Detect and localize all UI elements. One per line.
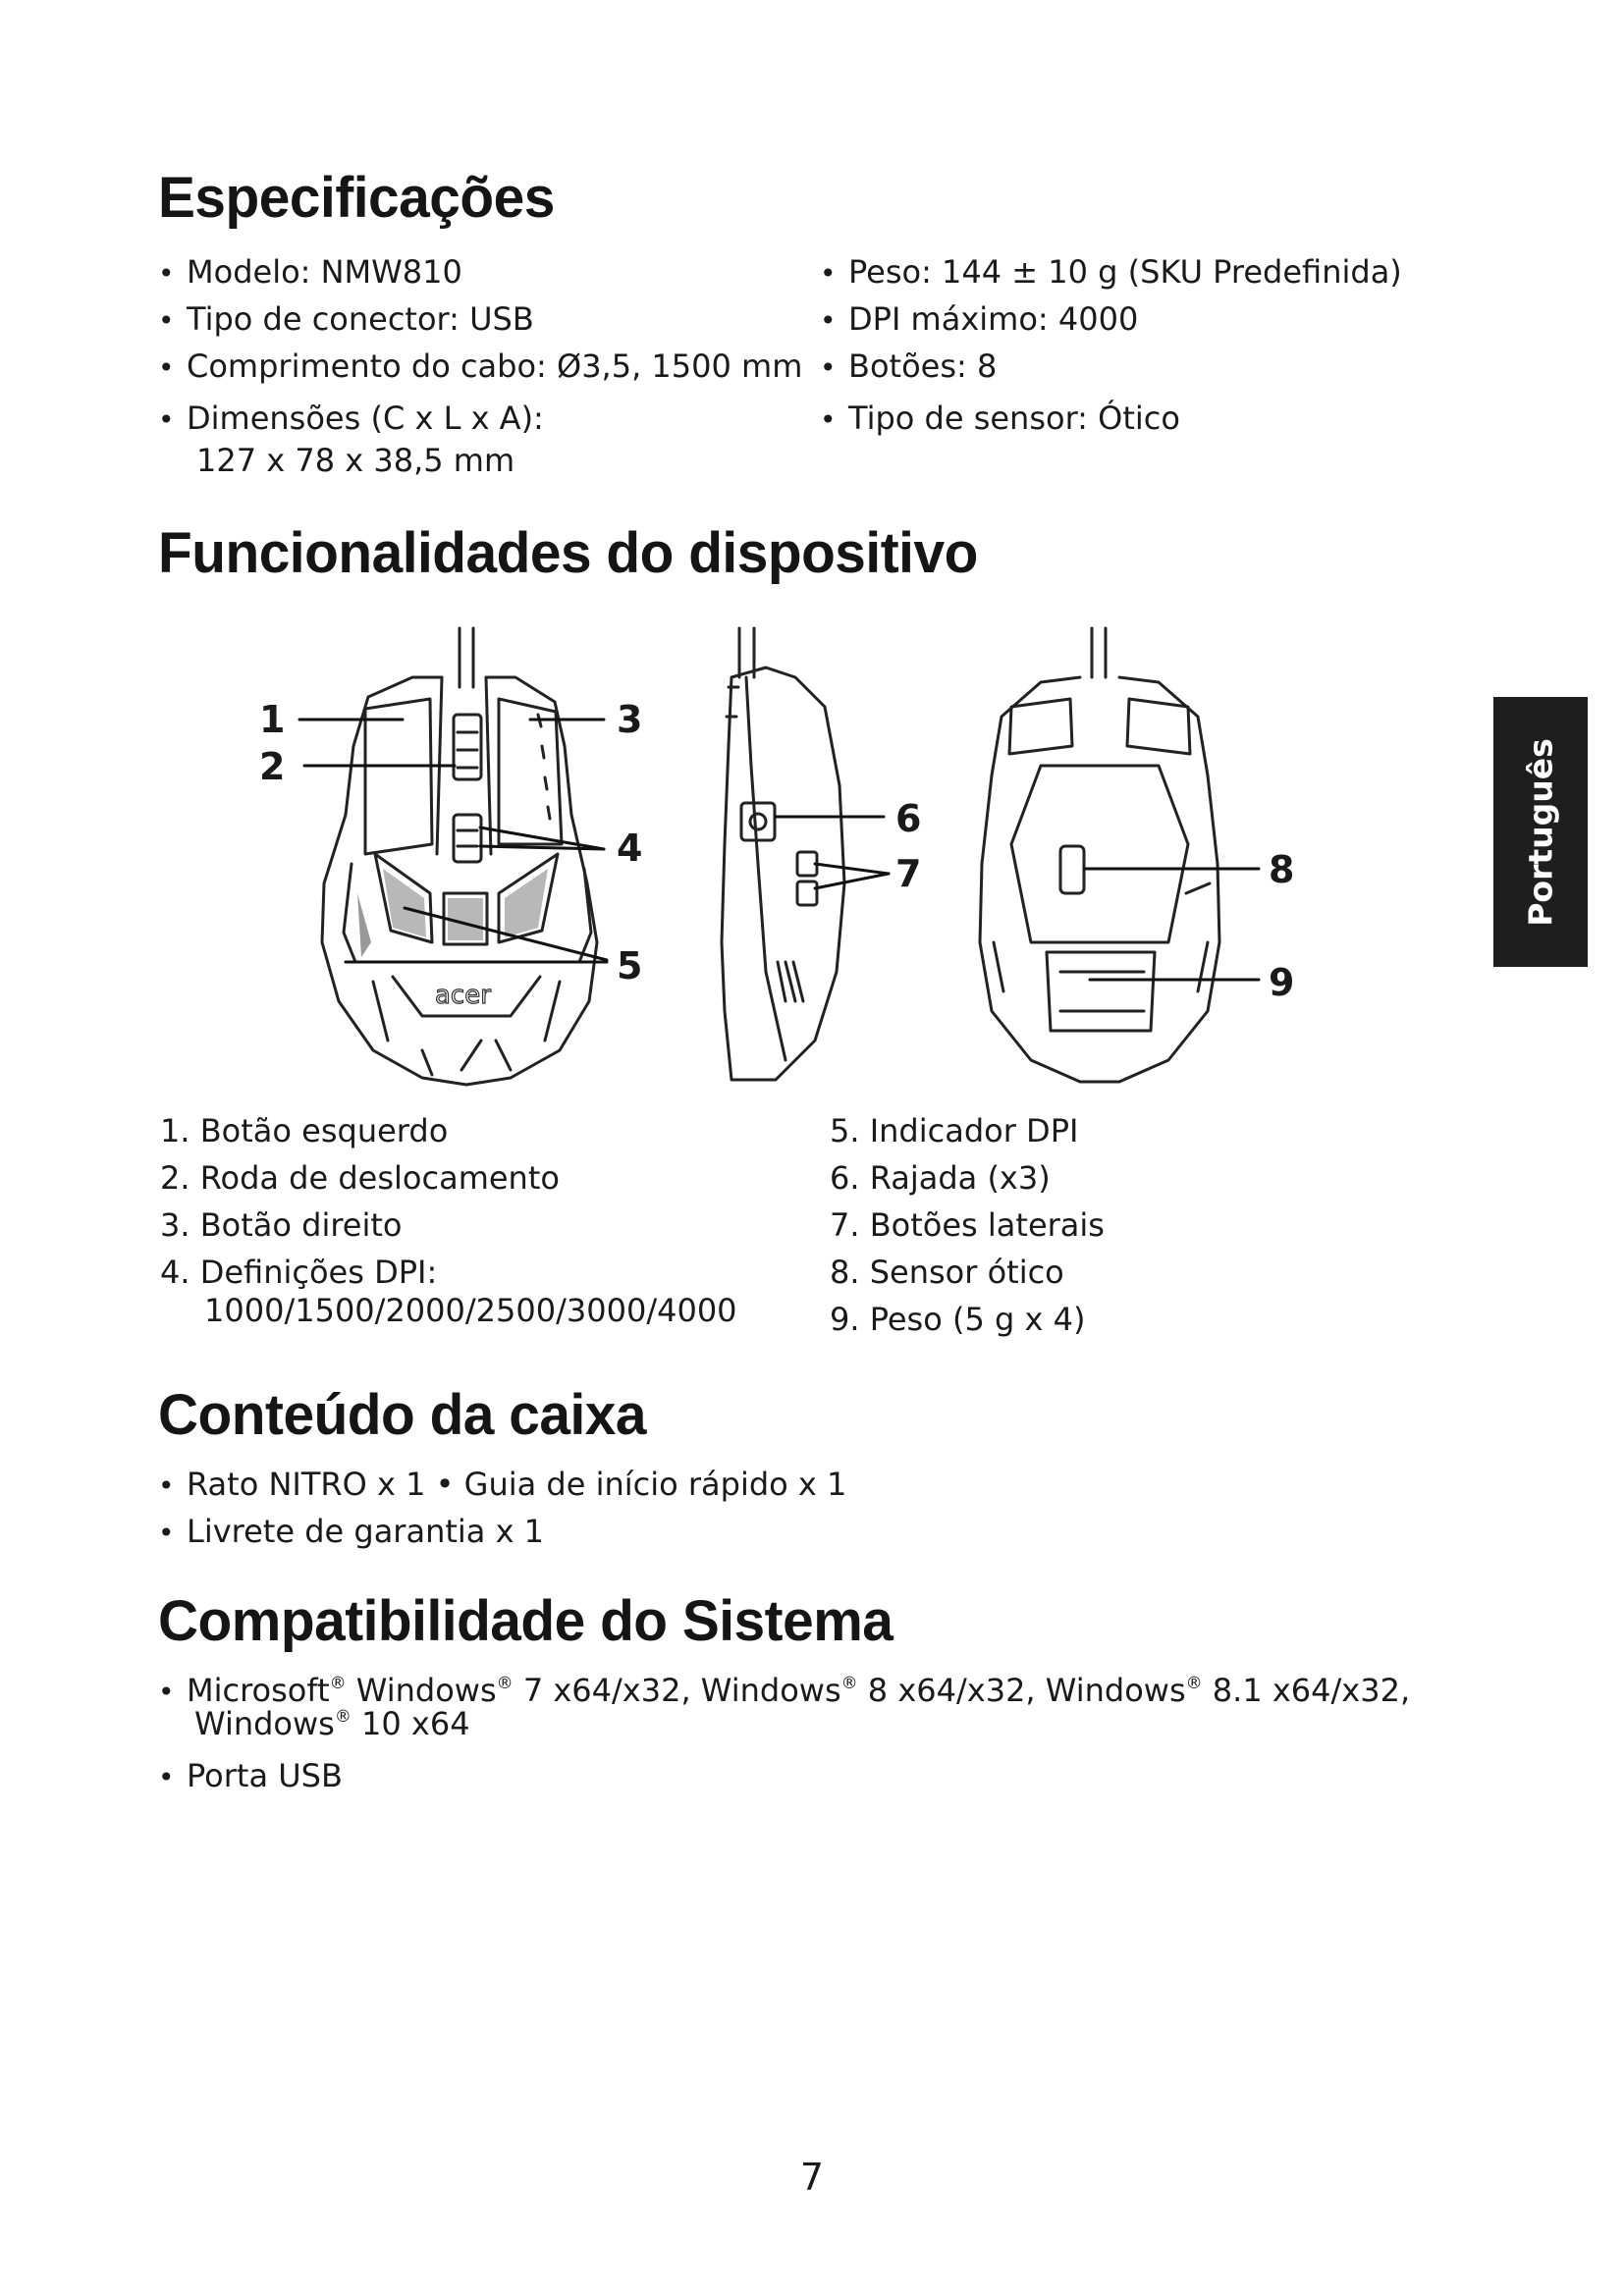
spec-item-continuation: 127 x 78 x 38,5 mm — [196, 442, 515, 479]
feature-item: 5. Indicador DPI — [830, 1112, 1079, 1149]
page-number: 7 — [799, 2156, 825, 2199]
feature-item: 2. Roda de deslocamento — [160, 1159, 560, 1197]
feature-item: 8. Sensor ótico — [830, 1254, 1064, 1291]
spec-item: • DPI máximo: 4000 — [820, 300, 1139, 338]
callout-7: 7 — [895, 852, 922, 895]
spec-item: • Tipo de sensor: Ótico — [820, 400, 1180, 437]
spec-item: • Peso: 144 ± 10 g (SKU Predefinida) — [820, 253, 1402, 291]
language-tab-label: Português — [1521, 737, 1560, 927]
spec-item: • Botões: 8 — [820, 347, 998, 385]
feature-item: 6. Rajada (x3) — [830, 1159, 1051, 1197]
spec-item: • Tipo de conector: USB — [158, 300, 534, 338]
box-heading: Conteúdo da caixa — [158, 1383, 647, 1447]
mouse-bottom-view — [980, 628, 1219, 1082]
features-heading: Funcionalidades do dispositivo — [158, 521, 978, 585]
callout-3: 3 — [617, 698, 643, 741]
compat-item-continuation: Windows® 10 x64 — [194, 1705, 470, 1742]
compat-heading: Compatibilidade do Sistema — [158, 1589, 893, 1653]
compat-item: • Porta USB — [158, 1757, 343, 1794]
callout-6: 6 — [895, 797, 922, 840]
callout-9: 9 — [1269, 961, 1295, 1004]
mouse-top-view — [322, 628, 597, 1085]
feature-item: 4. Definições DPI: — [160, 1254, 438, 1291]
feature-item: 7. Botões laterais — [830, 1206, 1105, 1244]
language-tab — [1493, 697, 1588, 967]
callout-5: 5 — [617, 944, 643, 988]
spec-item: • Comprimento do cabo: Ø3,5, 1500 mm — [158, 347, 803, 385]
mouse-logo: acer — [435, 981, 491, 1010]
mouse-side-view — [722, 628, 844, 1080]
box-item: • Rato NITRO x 1 • Guia de início rápido x 1 — [158, 1466, 847, 1503]
compat-item: • Microsoft® Windows® 7 x64/x32, Windows® 8 x64/x32, Windows® 8.1 x64/x32, — [158, 1672, 1411, 1709]
specs-heading: Especificações — [158, 166, 555, 230]
feature-item: 1. Botão esquerdo — [160, 1112, 449, 1149]
feature-item-continuation: 1000/1500/2000/2500/3000/4000 — [204, 1292, 737, 1329]
mouse-diagram — [0, 618, 1375, 1099]
box-item: • Livrete de garantia x 1 — [158, 1513, 545, 1550]
callout-1: 1 — [259, 698, 286, 741]
callout-4: 4 — [617, 827, 643, 870]
callout-2: 2 — [259, 745, 286, 788]
callout-8: 8 — [1269, 848, 1295, 891]
spec-item: • Dimensões (C x L x A): — [158, 400, 544, 437]
feature-item: 9. Peso (5 g x 4) — [830, 1301, 1086, 1338]
spec-item: • Modelo: NMW810 — [158, 253, 462, 291]
feature-item: 3. Botão direito — [160, 1206, 403, 1244]
